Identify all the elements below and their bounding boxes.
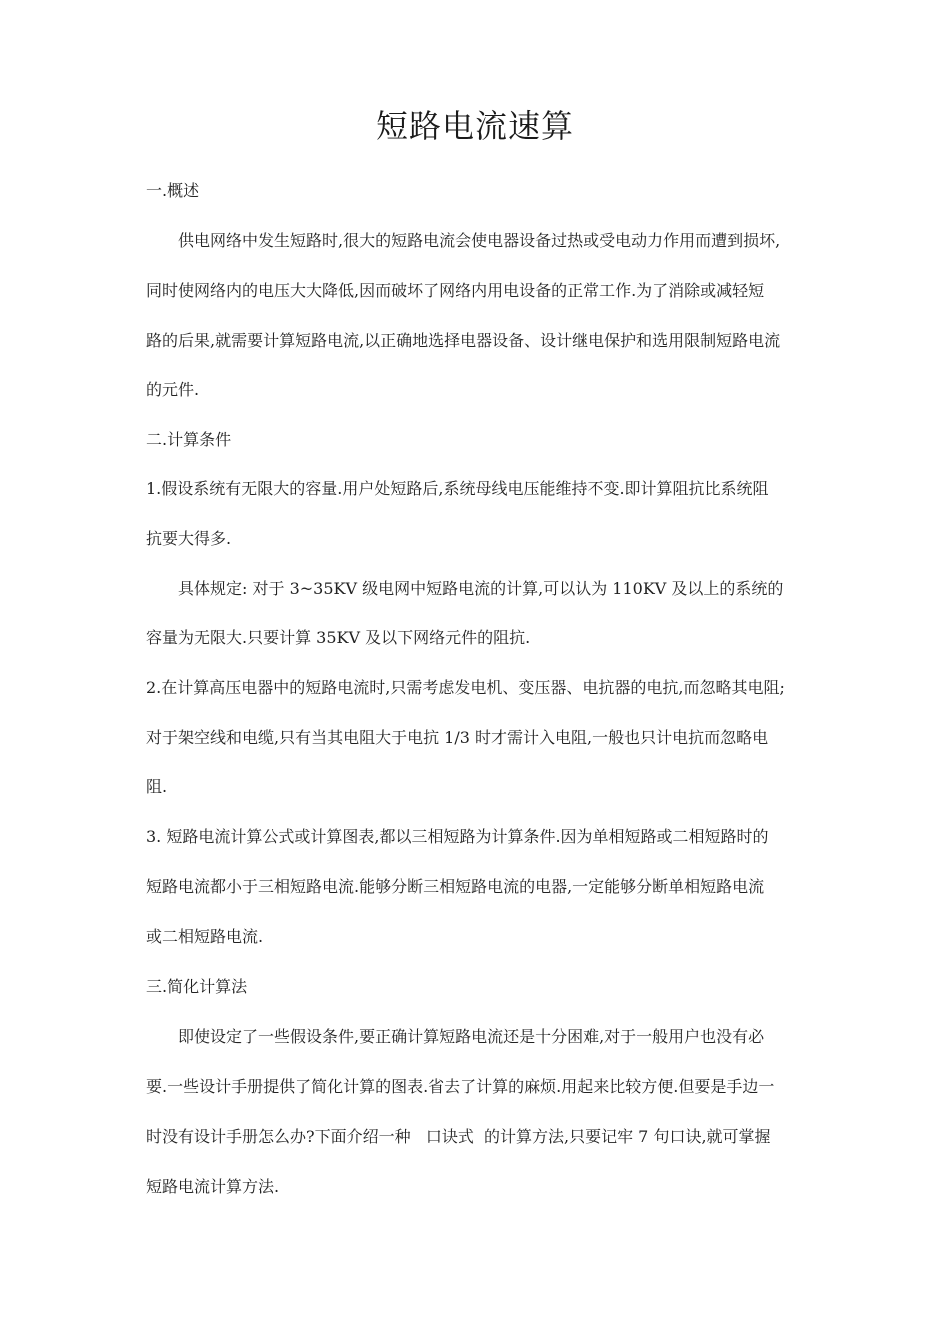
paragraph-line: 抗要大得多.: [146, 529, 232, 548]
paragraph-line: 容量为无限大.只要计算 35KV 及以下网络元件的阻抗.: [146, 628, 531, 647]
page-title: 短路电流速算: [375, 107, 574, 145]
section-heading-overview: 一.概述: [146, 181, 200, 200]
paragraph-line: 具体规定: 对于 3~35KV 级电网中短路电流的计算,可以认为 110KV 及以上的系统的: [178, 579, 784, 598]
paragraph-line: 供电网络中发生短路时,很大的短路电流会使电器设备过热或受电动力作用而遭到损坏,: [178, 231, 781, 250]
paragraph-line: 对于架空线和电缆,只有当其电阻大于电抗 1/3 时才需计入电阻,一般也只计电抗而忽略电: [146, 728, 769, 747]
paragraph-line: 2.在计算高压电器中的短路电流时,只需考虑发电机、变压器、电抗器的电抗,而忽略其电阻;: [146, 678, 785, 697]
paragraph-line: 短路电流都小于三相短路电流.能够分断三相短路电流的电器,一定能够分断单相短路电流: [146, 877, 765, 896]
paragraph-line: 1.假设系统有无限大的容量.用户处短路后,系统母线电压能维持不变.即计算阻抗比系统阻: [146, 479, 769, 498]
paragraph-line: 路的后果,就需要计算短路电流,以正确地选择电器设备、设计继电保护和选用限制短路电流: [146, 331, 781, 350]
paragraph-line: 3. 短路电流计算公式或计算图表,都以三相短路为计算条件.因为单相短路或二相短路时的: [146, 827, 769, 846]
paragraph-line: 即使设定了一些假设条件,要正确计算短路电流还是十分困难,对于一般用户也没有必: [178, 1027, 765, 1046]
paragraph-line: 的元件.: [146, 380, 200, 399]
paragraph-line: 时没有设计手册怎么办?下面介绍一种 口诀式 的计算方法,只要记牢 7 句口诀,就可掌握: [146, 1127, 771, 1146]
section-heading-conditions: 二.计算条件: [146, 430, 232, 449]
paragraph-line: 要.一些设计手册提供了简化计算的图表.省去了计算的麻烦.用起来比较方便.但要是手边一: [146, 1077, 775, 1096]
paragraph-line: 或二相短路电流.: [146, 927, 264, 946]
paragraph-line: 阻.: [146, 777, 168, 796]
section-heading-simplified-method: 三.简化计算法: [146, 977, 248, 996]
paragraph-line: 短路电流计算方法.: [146, 1177, 280, 1196]
paragraph-line: 同时使网络内的电压大大降低,因而破坏了网络内用电设备的正常工作.为了消除或减轻短: [146, 281, 765, 300]
